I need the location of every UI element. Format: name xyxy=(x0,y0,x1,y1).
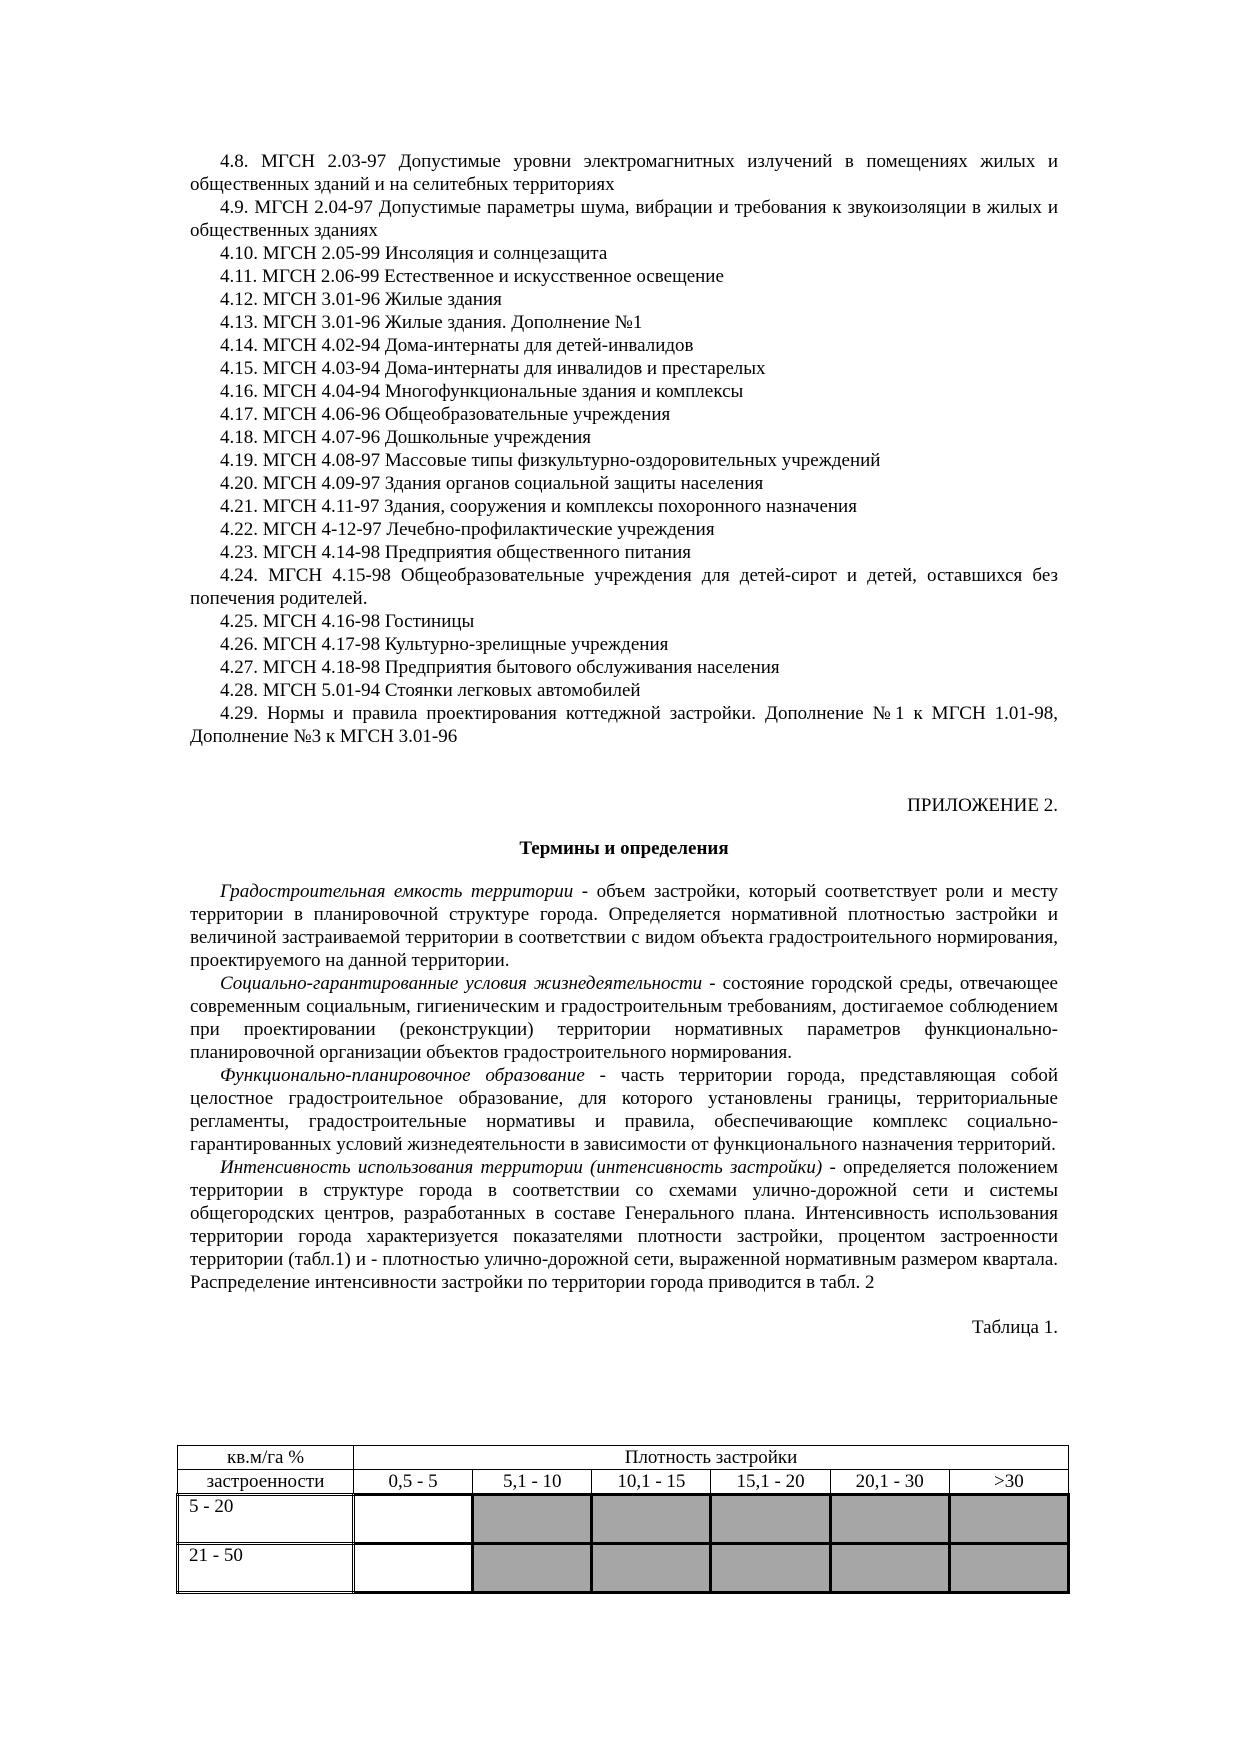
table-cell xyxy=(830,1495,949,1544)
column-header: 5,1 - 10 xyxy=(473,1470,592,1495)
table-cell xyxy=(592,1544,711,1593)
table-header-row xyxy=(178,1446,1069,1470)
reference-item: 4.13. МГСН 3.01-96 Жилые здания. Дополнение №1 xyxy=(220,312,643,333)
appendix-label: ПРИЛОЖЕНИЕ 2. xyxy=(907,795,1058,816)
density-table xyxy=(176,1445,1070,1594)
reference-item: 4.28. МГСН 5.01-94 Стоянки легковых автомобилей xyxy=(220,680,641,701)
table-cell xyxy=(949,1544,1068,1593)
row-label: 21 - 50 xyxy=(178,1544,354,1593)
reference-item: 4.16. МГСН 4.04-94 Многофункциональные здания и комплексы xyxy=(220,381,744,402)
reference-item: 4.11. МГСН 2.06-99 Естественное и искусственное освещение xyxy=(220,266,724,287)
reference-item: 4.20. МГСН 4.09-97 Здания органов социальной защиты населения xyxy=(220,473,764,494)
reference-item: 4.22. МГСН 4-12-97 Лечебно-профилактические учреждения xyxy=(220,519,715,540)
definition-item xyxy=(190,880,1058,972)
table-cell xyxy=(354,1544,473,1593)
table-cell xyxy=(830,1544,949,1593)
definition-text: - состояние городской среды, отвечающее современным социальным, гигиеническим и градостроительным требованиям, достигаемое соблюдением при проектировании (реконструкции) территории нормативных параметров функционально-планировочной организации объектов градостроительного нормирования. xyxy=(190,973,1058,1063)
group-header: Плотность застройки xyxy=(354,1446,1069,1470)
definition-term: Функционально-планировочное образование xyxy=(220,1065,585,1086)
corner-header-top: кв.м/га % xyxy=(178,1446,354,1470)
reference-list xyxy=(190,150,1058,748)
column-header: 0,5 - 5 xyxy=(354,1470,473,1495)
section-title: Термины и определения xyxy=(519,838,729,859)
definition-item xyxy=(190,1156,1058,1294)
reference-item: 4.9. МГСН 2.04-97 Допустимые параметры шума, вибрации и требования к звукоизоляции в жилых и общественных зданиях xyxy=(190,197,1058,241)
table-cell xyxy=(473,1544,592,1593)
column-header: 15,1 - 20 xyxy=(711,1470,830,1495)
definition-text: - объем застройки, который соответствует роли и месту территории в планировочной структуре города. Определяется нормативной плотностью застройки и величиной застраиваемой территории в соответствии с видом объекта градостроительного нормирования, проектируемого на данной территории. xyxy=(190,881,1059,971)
reference-item: 4.19. МГСН 4.08-97 Массовые типы физкультурно-оздоровительных учреждений xyxy=(220,450,881,471)
table-cell xyxy=(711,1495,830,1544)
reference-item: 4.15. МГСН 4.03-94 Дома-интернаты для инвалидов и престарелых xyxy=(220,358,766,379)
table-cell xyxy=(354,1495,473,1544)
column-header: 10,1 - 15 xyxy=(592,1470,711,1495)
definition-term: Интенсивность использования территории (интенсивность застройки) xyxy=(220,1157,823,1178)
reference-item: 4.24. МГСН 4.15-98 Общеобразовательные учреждения для детей-сирот и детей, оставшихся без попечения родителей. xyxy=(190,565,1058,609)
table-caption: Таблица 1. xyxy=(971,1317,1058,1338)
definition-term: Социально-гарантированные условия жизнедеятельности xyxy=(220,973,703,994)
reference-item: 4.26. МГСН 4.17-98 Культурно-зрелищные учреждения xyxy=(220,634,669,655)
document-page xyxy=(190,150,1058,1339)
reference-item: 4.17. МГСН 4.06-96 Общеобразовательные учреждения xyxy=(220,404,671,425)
reference-item: 4.25. МГСН 4.16-98 Гостиницы xyxy=(220,611,475,632)
definition-item xyxy=(190,1064,1058,1156)
table-header-row xyxy=(178,1470,1069,1495)
reference-item: 4.29. Нормы и правила проектирования коттеджной застройки. Дополнение №1 к МГСН 1.01-98, Дополнение №3 к МГСН 3.01-96 xyxy=(190,703,1058,747)
reference-item: 4.21. МГСН 4.11-97 Здания, сооружения и комплексы похоронного назначения xyxy=(220,496,857,517)
definition-text: - часть территории города, представляющая собой целостное градостроительное образование, для которого установлены границы, территориальные регламенты, градостроительные нормативы и правила, обеспечивающие комплекс социально-гарантированных условий жизнедеятельности в зависимости от функционального назначения территорий. xyxy=(190,1065,1058,1155)
column-header: 20,1 - 30 xyxy=(830,1470,949,1495)
reference-item: 4.18. МГСН 4.07-96 Дошкольные учреждения xyxy=(220,427,592,448)
column-header: >30 xyxy=(949,1470,1068,1495)
table-row xyxy=(178,1544,1069,1593)
reference-item: 4.14. МГСН 4.02-94 Дома-интернаты для детей-инвалидов xyxy=(220,335,694,356)
reference-item: 4.23. МГСН 4.14-98 Предприятия общественного питания xyxy=(220,542,691,563)
row-label: 5 - 20 xyxy=(178,1495,354,1544)
table-cell xyxy=(949,1495,1068,1544)
reference-item: 4.8. МГСН 2.03-97 Допустимые уровни электромагнитных излучений в помещениях жилых и общественных зданий и на селитебных территориях xyxy=(190,151,1058,195)
table-cell xyxy=(711,1544,830,1593)
definitions xyxy=(190,880,1058,1294)
reference-item: 4.12. МГСН 3.01-96 Жилые здания xyxy=(220,289,502,310)
table-cell xyxy=(473,1495,592,1544)
definition-text: - определяется положением территории в структуре города в соответствии со схемами улично-дорожной сети и системы общегородских центров, разработанных в составе Генерального плана. Интенсивность использования территории города характеризуется показателями плотности застройки, процентом застроенности территории (табл.1) и - плотностью улично-дорожной сети, выраженной нормативным размером квартала. Распределение интенсивности застройки по территории города приводится в табл. 2 xyxy=(190,1157,1059,1293)
reference-item: 4.10. МГСН 2.05-99 Инсоляция и солнцезащита xyxy=(220,243,608,264)
reference-item: 4.27. МГСН 4.18-98 Предприятия бытового обслуживания населения xyxy=(220,657,780,678)
table-cell xyxy=(592,1495,711,1544)
definition-term: Градостроительная емкость территории xyxy=(220,881,574,902)
corner-header-bottom: застроенности xyxy=(178,1470,354,1495)
table-row xyxy=(178,1495,1069,1544)
definition-item xyxy=(190,972,1058,1064)
